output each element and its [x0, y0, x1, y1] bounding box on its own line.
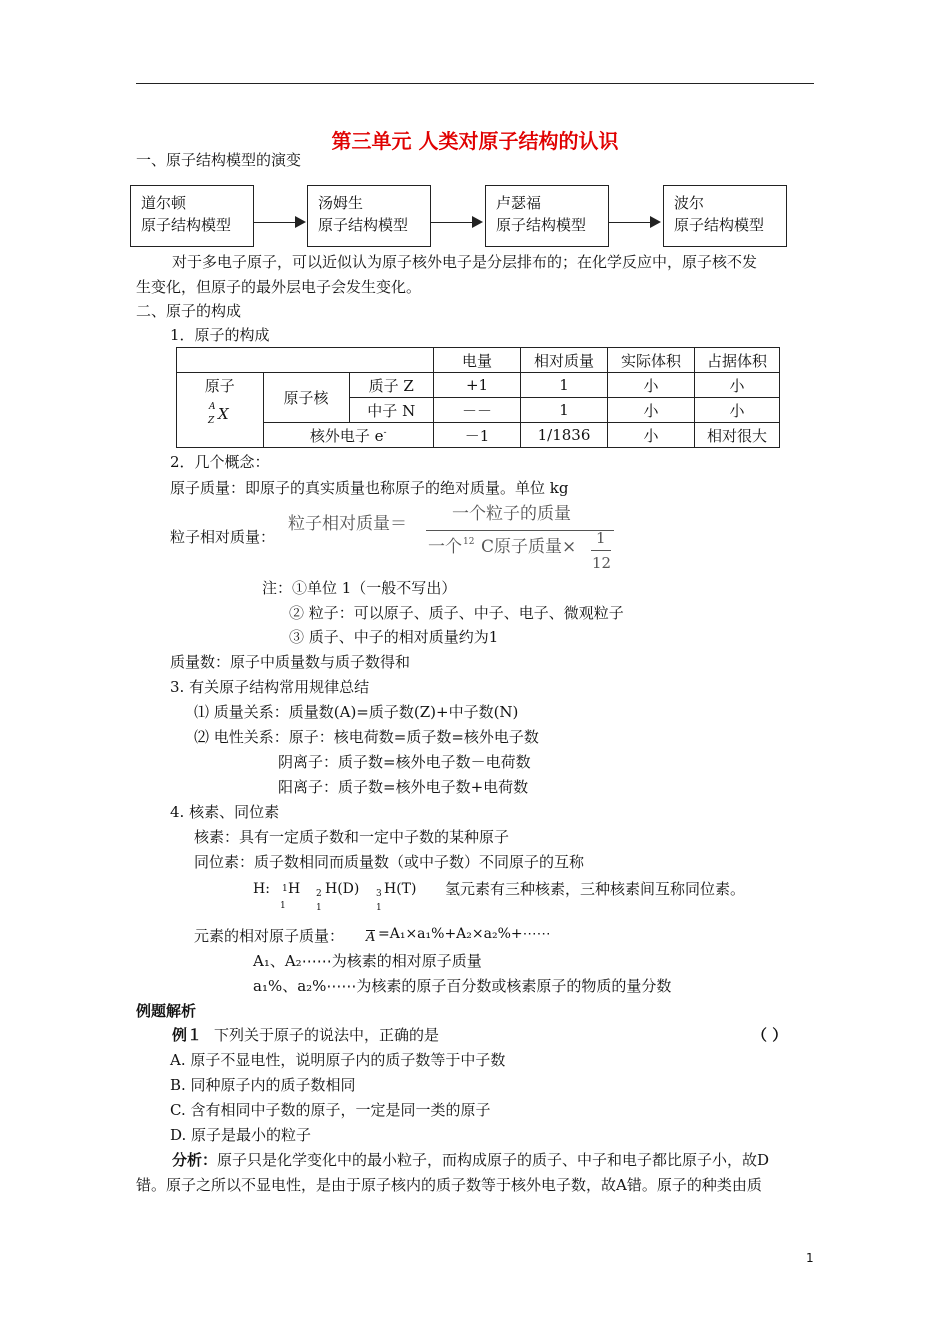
option-c: C. 含有相同中子数的原子，一定是同一类的原子	[170, 1101, 491, 1119]
isotope-mass-note: A₁、A₂⋯⋯为核素的相对原子质量	[253, 952, 482, 970]
nuclide-def: 核素：具有一定质子数和一定中子数的某种原子	[194, 828, 510, 846]
model-box-rutherford: 卢瑟福 原子结构模型	[485, 185, 609, 247]
example-1-question: 下列关于原子的说法中，正确的是	[214, 1026, 440, 1044]
abundance-note: a₁%、a₂%⋯⋯为核素的原子百分数或核素原子的物质的量分数	[253, 977, 672, 995]
rule-cation: 阳离子：质子数=核外电子数+电荷数	[278, 778, 529, 796]
average-A: A	[366, 930, 376, 945]
example-1-label: 例１	[172, 1026, 203, 1044]
nucleus-cell: 原子核	[263, 373, 349, 423]
atomic-number-sub: Z	[208, 416, 215, 426]
answer-bracket: （ ）	[752, 1026, 788, 1044]
model-box-dalton: 道尔顿 原子结构模型	[130, 185, 254, 247]
note-2: ② 粒子：可以原子、质子、中子、电子、微观粒子	[289, 604, 624, 622]
arrow-icon	[431, 222, 481, 223]
page-title: 第三单元 人类对原子结构的认识	[331, 129, 619, 153]
mass-number-sup: A	[209, 402, 216, 412]
relative-mass-label: 粒子相对质量：	[170, 528, 276, 546]
atomic-mass-def: 原子质量：即原子的真实质量也称原子的绝对质量。单位 kg	[170, 479, 569, 497]
rule-mass: ⑴ 质量关系：质量数(A)=质子数(Z)+中子数(N)	[194, 703, 519, 721]
atom-composition-table: 电量 相对质量 实际体积 占据体积 原子 A Z X 原子核 质子 Z +1 1 小 小 中子 N －－ 1 小 小 核外电子 e- －1 1/1836 小 相对很大	[176, 347, 780, 448]
subheading-4: 4. 核素、同位素	[170, 803, 280, 821]
header-occupied-volume: 占据体积	[695, 348, 780, 373]
atom-cell: 原子 A Z X	[177, 373, 264, 448]
relative-atomic-formula: =A₁×a₁%+A₂×a₂%+⋯⋯	[378, 926, 551, 942]
header-relative-mass: 相对质量	[521, 348, 608, 373]
element-symbol: X	[218, 405, 229, 423]
note-3: ③ 质子、中子的相对质量约为1	[289, 628, 499, 646]
note-1: 注：①单位 1（一般不写出）	[262, 579, 457, 597]
isotope-def: 同位素：质子数相同而质量数（或中子数）不同原子的互称	[194, 853, 585, 871]
analysis-line-2: 错。原子之所以不显电性，是由于原子核内的质子数等于核外电子数，故A错。原子的种类由质	[136, 1176, 762, 1194]
relative-atomic-mass-label: 元素的相对原子质量：	[194, 927, 345, 945]
header-charge: 电量	[434, 348, 521, 373]
subheading-2: 2．几个概念：	[170, 453, 270, 471]
section-1-heading: 一、原子结构模型的演变	[136, 151, 302, 169]
model-box-bohr: 波尔 原子结构模型	[663, 185, 787, 247]
arrow-icon	[254, 222, 304, 223]
examples-heading: 例题解析	[136, 1002, 197, 1020]
header-rule	[136, 83, 814, 84]
section-2-heading: 二、原子的构成	[136, 302, 242, 320]
subheading-1: 1．原子的构成	[170, 326, 270, 344]
proton-label: 质子 Z	[349, 373, 434, 398]
subheading-3: 3. 有关原子结构常用规律总结	[170, 678, 370, 696]
analysis-line-1: 分析：原子只是化学变化中的最小粒子，而构成原子的质子、中子和电子都比原子小，故D	[172, 1151, 770, 1169]
header-actual-volume: 实际体积	[608, 348, 695, 373]
arrow-icon	[609, 222, 659, 223]
electron-label: 核外电子 e-	[263, 423, 434, 448]
option-a: A. 原子不显电性，说明原子内的质子数等于中子数	[170, 1051, 506, 1069]
page-number: 1	[806, 1251, 814, 1265]
mass-number-def: 质量数：原子中质量数与质子数得和	[170, 653, 411, 671]
paragraph-line-1: 对于多电子原子，可以近似认为原子核外电子是分层排布的；在化学反应中，原子核不发	[172, 253, 758, 271]
neutron-label: 中子 N	[349, 398, 434, 423]
paragraph-line-2: 生变化，但原子的最外层电子会发生变化。	[136, 278, 422, 296]
rule-charge: ⑵ 电性关系：原子：核电荷数=质子数=核外电子数	[194, 728, 539, 746]
model-box-thomson: 汤姆生 原子结构模型	[307, 185, 431, 247]
option-d: D. 原子是最小的粒子	[170, 1126, 312, 1144]
rule-anion: 阴离子：质子数=核外电子数－电荷数	[278, 753, 531, 771]
option-b: B. 同种原子内的质子数相同	[170, 1076, 356, 1094]
